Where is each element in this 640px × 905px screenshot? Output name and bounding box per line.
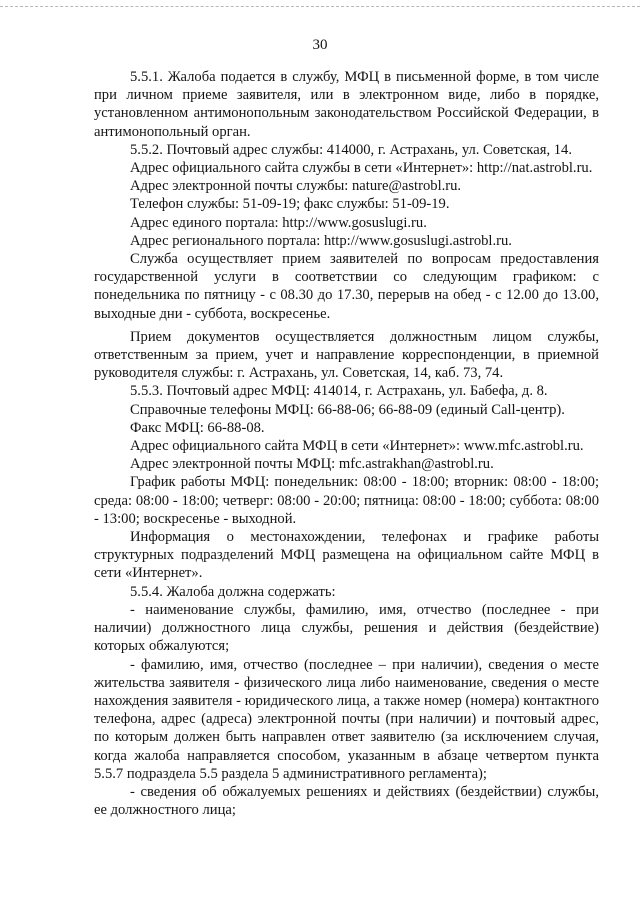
- page-number: 30: [312, 37, 328, 53]
- document-body: [94, 68, 599, 819]
- paragraph-mfc-website: Адрес официального сайта МФЦ в сети «Интернет»: www.mfc.astrobl.ru.: [130, 438, 584, 455]
- paragraph-mfc-schedule: График работы МФЦ: понедельник: 08:00 - 18:00; вторник: 08:00 - 18:00; среда: 08:00 - 18:00; четверг: 08:00 - 20:00; пятница: 08:00 - 18:00; суббота: 08:00 - 13:00; воскресенье - выходной.: [94, 474, 599, 527]
- list-item-applicant-details: - фамилию, имя, отчество (последнее – при наличии), сведения о месте жительства заявителя - физического лица либо наименование, сведения о месте нахождения заявителя - юридического лица, а также номер (номера) контактного телефона, адрес (адреса) электронной почты (при наличии) и почтовый адрес, по которым должен быть направлен ответ заявителю (за исключением случая, когда жалоба направляется способом, указанным в абзаце четвертом пункта 5.5.7 подраздела 5.5 раздела 5 административного регламента);: [94, 656, 599, 782]
- paragraph-document-reception: Прием документов осуществляется должностным лицом службы, ответственным за прием, учет и направление корреспонденции, в приемной руководителя службы: г. Астрахань, ул. Советская, 14, каб. 73, 74.: [94, 328, 599, 382]
- scan-edge-line: [0, 6, 640, 7]
- list-item-service-name: - наименование службы, фамилию, имя, отчество (последнее - при наличии) должностного лица службы, решения и действия (бездействие) которых обжалуются;: [94, 601, 599, 655]
- paragraph-mfc-phones: Справочные телефоны МФЦ: 66-88-06; 66-88-09 (единый Call-центр).: [130, 401, 565, 418]
- paragraph-5-5-3-mfc-address: 5.5.3. Почтовый адрес МФЦ: 414014, г. Астрахань, ул. Бабефа, д. 8.: [130, 383, 548, 400]
- paragraph-5-5-1: 5.5.1. Жалоба подается в службу, МФЦ в письменной форме, в том числе при личном приеме заявителя, или в электронном виде, либо в порядке, установленном антимонопольным законодательством Российской Федерации, в антимонопольный орган.: [94, 69, 599, 140]
- paragraph-service-email: Адрес электронной почты службы: nature@astrobl.ru.: [130, 178, 462, 195]
- paragraph-service-phone: Телефон службы: 51-09-19; факс службы: 51-09-19.: [130, 196, 450, 213]
- list-item-appealed-decisions: - сведения об обжалуемых решениях и действиях (бездействии) службы, ее должностного лица;: [94, 783, 599, 819]
- paragraph-regional-portal: Адрес регионального портала: http://www.gosuslugi.astrobl.ru.: [130, 232, 512, 249]
- paragraph-unified-portal: Адрес единого портала: http://www.gosuslugi.ru.: [130, 214, 427, 231]
- paragraph-mfc-info: Информация о местонахождении, телефонах и графике работы структурных подразделений МФЦ размещена на официальном сайте МФЦ в сети «Интернет».: [94, 529, 599, 582]
- paragraph-5-5-4-complaint-contents: 5.5.4. Жалоба должна содержать:: [130, 583, 336, 600]
- paragraph-service-website: Адрес официального сайта службы в сети «Интернет»: http://nat.astrobl.ru.: [130, 160, 593, 177]
- paragraph-5-5-2-postal-address: 5.5.2. Почтовый адрес службы: 414000, г. Астрахань, ул. Советская, 14.: [130, 141, 572, 158]
- paragraph-mfc-fax: Факс МФЦ: 66-88-08.: [130, 419, 265, 436]
- paragraph-service-schedule: Служба осуществляет прием заявителей по вопросам предоставления государственной услуги в соответствии со следующим графиком: с понедельника по пятницу - с 08.30 до 17.30, перерыв на обед - с 12.00 до 13.00, выходные дни - суббота, воскресенье.: [94, 251, 599, 322]
- paragraph-mfc-email: Адрес электронной почты МФЦ: mfc.astrakhan@astrobl.ru.: [130, 456, 494, 473]
